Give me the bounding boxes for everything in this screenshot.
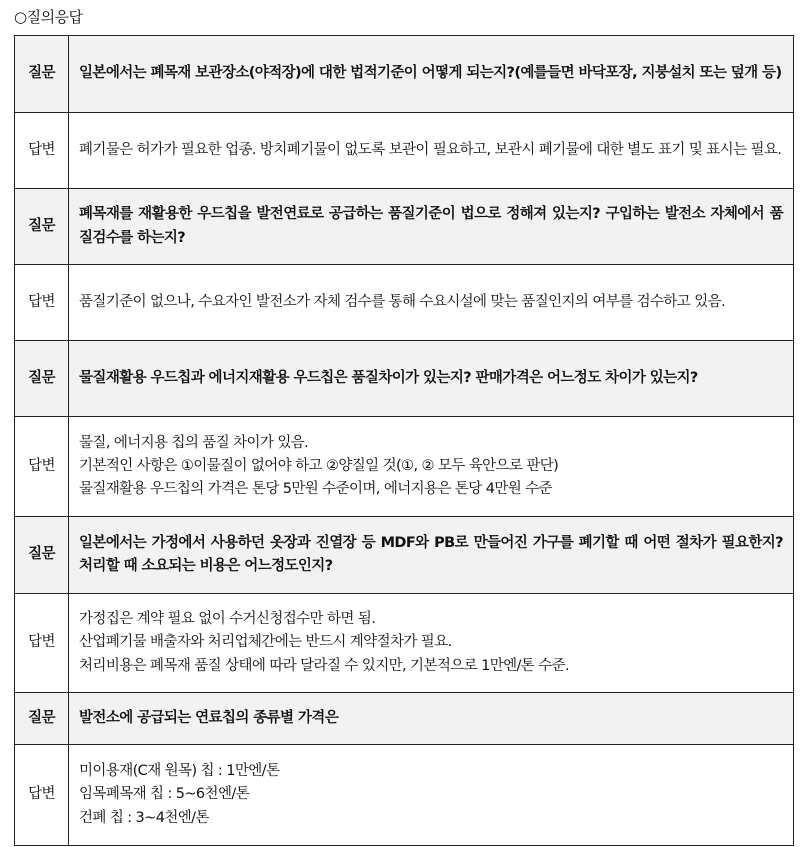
answer-line: 건폐 칩 : 3~4천엔/톤 (79, 809, 209, 826)
answer-line: 물질, 에너지용 칩의 품질 차이가 있음. (79, 434, 309, 451)
answer-text (69, 417, 794, 517)
question-line: 발전소에 공급되는 연료칩의 종류별 가격은 (79, 709, 339, 726)
answer-line: 폐기물은 허가가 필요한 업종. 방치폐기물이 없도록 보관이 필요하고, 보관시 폐기물에 대한 별도 표기 및 표시는 필요. (79, 141, 782, 158)
section-heading: ○질의응답 (14, 8, 83, 26)
question-text (69, 517, 794, 594)
answer-row (15, 113, 794, 189)
question-line: 물질재활용 우드칩과 에너지재활용 우드칩은 품질차이가 있는지? 판매가격은 어느정도 차이가 있는지? (79, 369, 698, 386)
qa-table (14, 35, 794, 846)
question-row (15, 517, 794, 594)
answer-line: 임목폐목재 칩 : 5~6천엔/톤 (79, 786, 250, 803)
question-line: 폐목재를 재활용한 우드칩을 발전연료로 공급하는 품질기준이 법으로 정해져 있는지? 구입하는 발전소 자체에서 품질검수를 하는지? (79, 206, 783, 246)
answer-text (69, 265, 794, 341)
question-row (15, 36, 794, 113)
answer-line: 물질재활용 우드칩의 가격은 톤당 5만원 수준이며, 에너지용은 톤당 4만원 수준 (79, 481, 552, 498)
question-text (69, 36, 794, 113)
answer-row (15, 594, 794, 693)
question-line: 일본에서는 가정에서 사용하던 옷장과 진열장 등 MDF와 PB로 만들어진 가구를 폐기할 때 어떤 절차가 필요한지? 처리할 때 소요되는 비용은 어느정도인지? (79, 534, 783, 574)
answer-label: 답변 (15, 594, 69, 693)
question-row (15, 341, 794, 417)
answer-label: 답변 (15, 265, 69, 341)
answer-line: 가정집은 계약 필요 없이 수거신청접수만 하면 됨. (79, 611, 376, 628)
answer-label: 답변 (15, 417, 69, 517)
question-label: 질문 (15, 189, 69, 265)
question-text (69, 189, 794, 265)
answer-line: 품질기준이 없으나, 수요자인 발전소가 자체 검수를 통해 수요시설에 맞는 품질인지의 여부를 검수하고 있음. (79, 293, 726, 310)
answer-row (15, 417, 794, 517)
answer-label: 답변 (15, 745, 69, 846)
question-text (69, 341, 794, 417)
answer-text (69, 113, 794, 189)
question-row (15, 693, 794, 745)
question-row (15, 189, 794, 265)
question-label: 질문 (15, 341, 69, 417)
question-text (69, 693, 794, 745)
answer-text (69, 745, 794, 846)
question-label: 질문 (15, 36, 69, 113)
answer-row (15, 265, 794, 341)
answer-line: 산업폐기물 배출자와 처리업체간에는 반드시 계약절차가 필요. (79, 634, 452, 651)
answer-line: 기본적인 사항은 ①이물질이 없어야 하고 ②양질일 것(①, ② 모두 육안으로 판단) (79, 457, 559, 474)
question-label: 질문 (15, 517, 69, 594)
question-line: 일본에서는 폐목재 보관장소(야적장)에 대한 법적기준이 어떻게 되는지?(예를들면 바닥포장, 지붕설치 또는 덮개 등) (79, 65, 782, 82)
question-label: 질문 (15, 693, 69, 745)
answer-label: 답변 (15, 113, 69, 189)
answer-text (69, 594, 794, 693)
answer-line: 처리비용은 폐목재 품질 상태에 따라 달라질 수 있지만, 기본적으로 1만엔/톤 수준. (79, 657, 570, 674)
answer-line: 미이용재(C재 원목) 칩 : 1만엔/톤 (79, 763, 280, 780)
answer-row (15, 745, 794, 846)
